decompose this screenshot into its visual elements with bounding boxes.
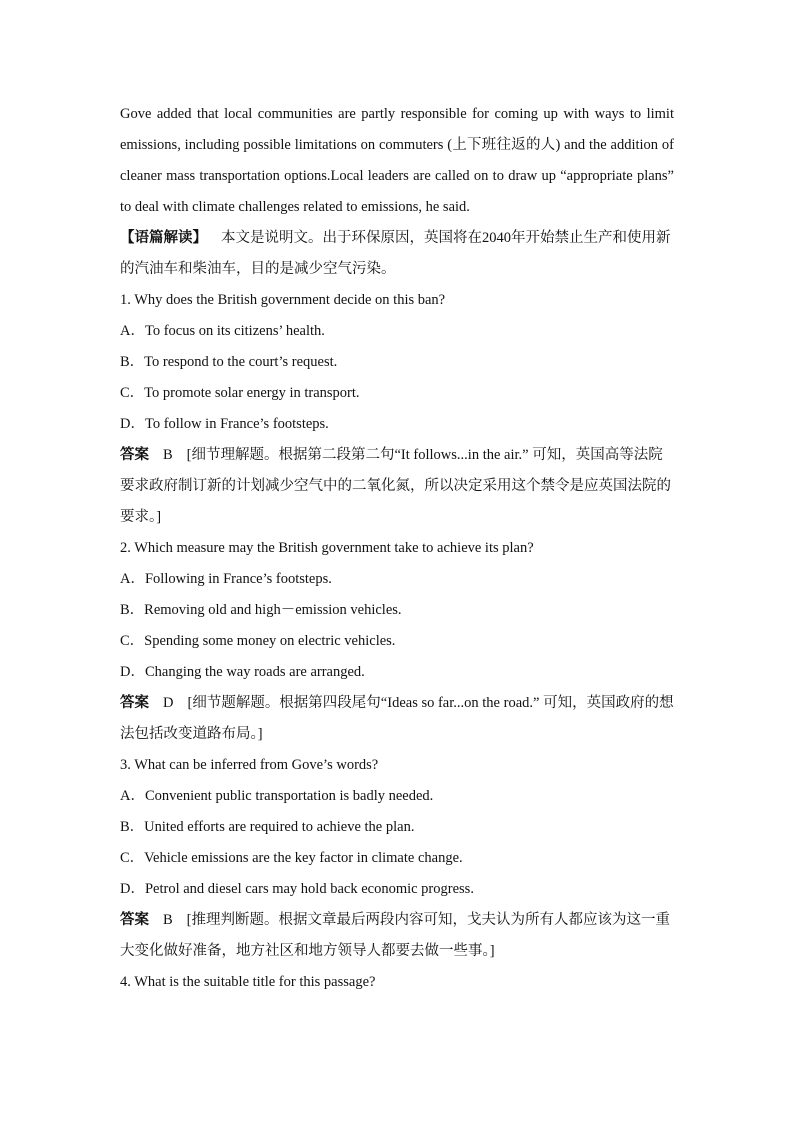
answer-label: 答案 [120,912,149,928]
question-1-option-d: D．To follow in France’s footsteps. [120,416,329,432]
question-2-answer [120,688,674,750]
question-3-option-c: C．Vehicle emissions are the key factor in climate change. [120,850,463,866]
document-content [120,99,674,998]
question-1-answer [120,440,674,533]
question-3-option-b: B．United efforts are required to achieve the plan. [120,819,415,835]
question-1-option-b: B．To respond to the court’s request. [120,354,338,370]
answer-letter: B [163,447,173,463]
question-3-stem: 3. What can be inferred from Gove’s words? [120,757,379,773]
question-3-option-d: D．Petrol and diesel cars may hold back economic progress. [120,881,474,897]
question-3-option-a: A．Convenient public transportation is badly needed. [120,788,434,804]
question-1-option-a: A．To focus on its citizens’ health. [120,323,325,339]
analysis-label: 【语篇解读】 [120,230,207,246]
question-2-stem: 2. Which measure may the British government take to achieve its plan? [120,540,534,556]
answer-label: 答案 [120,447,149,463]
answer-explanation: [推理判断题。根据文章最后两段内容可知，戈夫认为所有人都应该为这一重大变化做好准备，地方社区和地方领导人都要去做一些事。] [120,912,670,959]
question-1-option-c: C．To promote solar energy in transport. [120,385,360,401]
passage-paragraph: Gove added that local communities are partly responsible for coming up with ways to limit emissions, including possible limitations on commuters (上下班往返的人) and the addition of cleaner mass transportation options.Local leaders are called on to draw up “appropriate plans” to deal with climate challenges related to emissions, he said. [120,106,674,215]
answer-explanation: [细节题解题。根据第四段尾句“Ideas so far...on the road.” 可知，英国政府的想法包括改变道路布局。] [120,695,674,742]
analysis-paragraph [120,223,674,285]
answer-letter: B [163,912,173,928]
question-4-stem: 4. What is the suitable title for this passage? [120,974,376,990]
analysis-text: 本文是说明文。出于环保原因，英国将在2040年开始禁止生产和使用新的汽油车和柴油车，目的是减少空气污染。 [120,230,671,277]
question-2-option-b: B．Removing old and high－emission vehicles. [120,602,402,618]
question-3-answer [120,905,674,967]
answer-explanation: [细节理解题。根据第二段第二句“It follows...in the air.” 可知，英国高等法院要求政府制订新的计划减少空气中的二氧化氮，所以决定采用这个禁令是应英国法院的要求。] [120,447,671,525]
question-2-option-a: A．Following in France’s footsteps. [120,571,332,587]
answer-label: 答案 [120,695,149,711]
answer-letter: D [163,695,174,711]
question-2-option-c: C．Spending some money on electric vehicles. [120,633,396,649]
question-1-stem: 1. Why does the British government decide on this ban? [120,292,446,308]
question-2-option-d: D．Changing the way roads are arranged. [120,664,365,680]
